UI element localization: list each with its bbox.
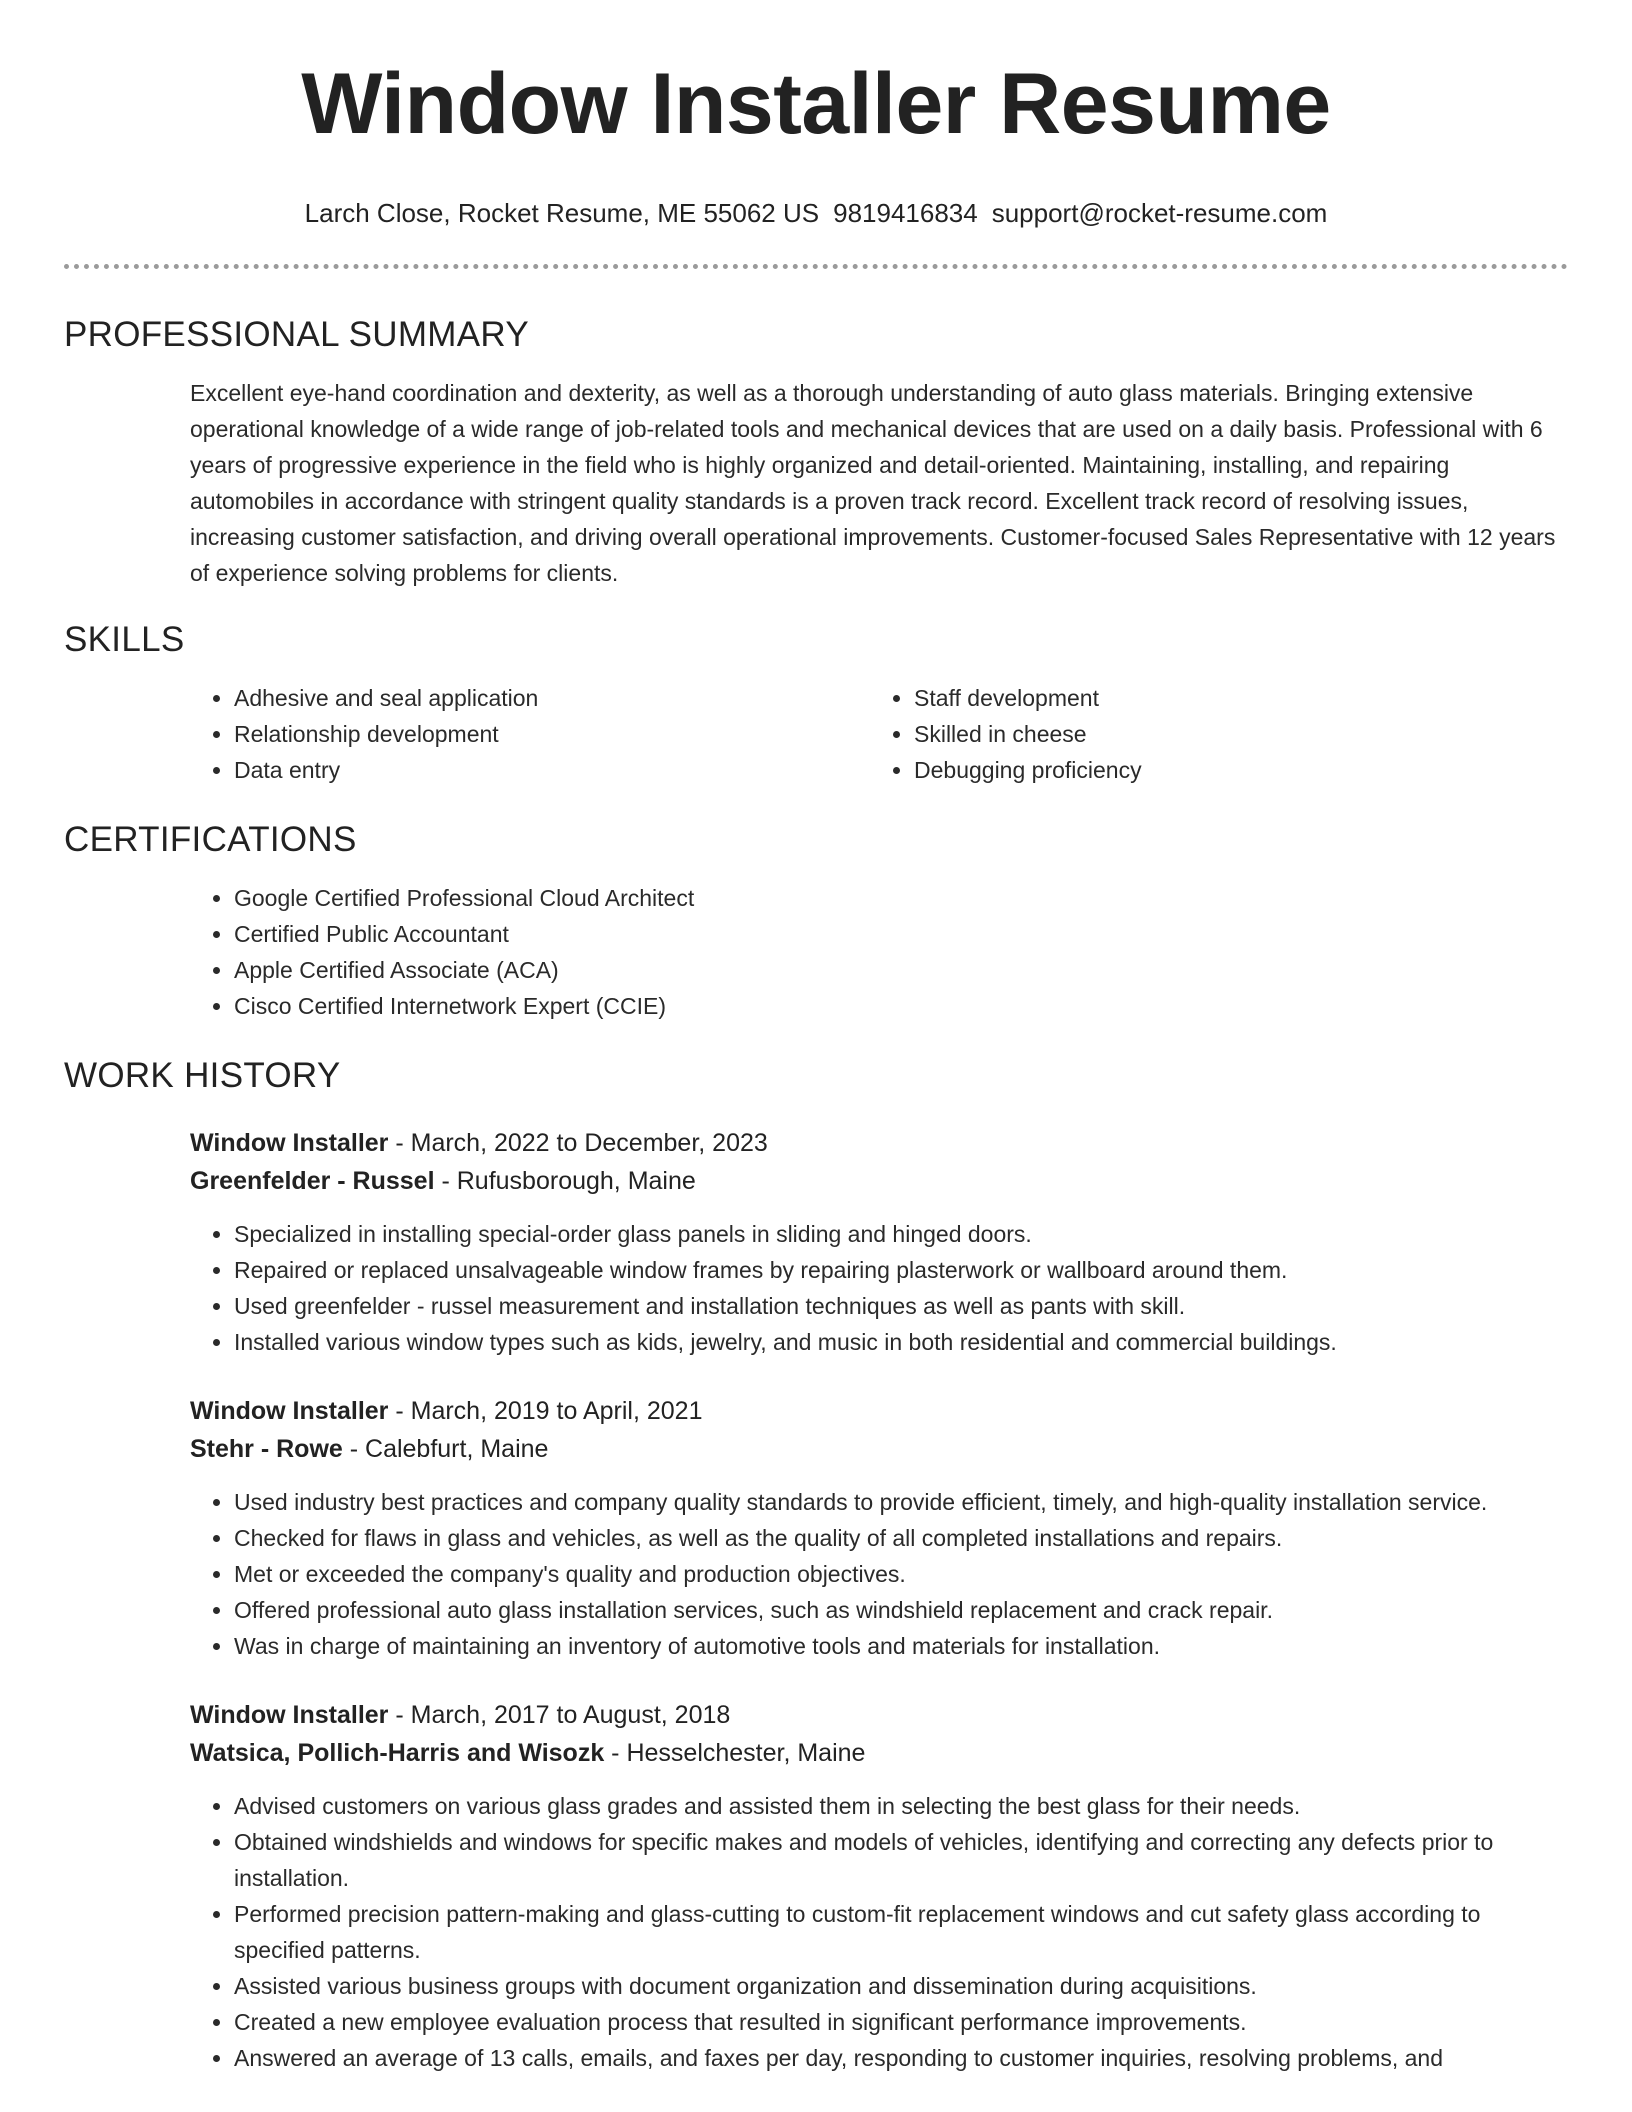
job-bullet: • Answered an average of 13 calls, emails, and faxes per day, responding to customer inquiries, resolving problems, and xyxy=(234,2040,1568,2076)
job-company-line xyxy=(190,1734,1568,1772)
job-bullets xyxy=(190,1484,1568,1664)
job-bullets xyxy=(190,1788,1568,2076)
job-bullet: • Created a new employee evaluation process that resulted in significant performance improvements. xyxy=(234,2004,1568,2040)
contact-phone: 9819416834 xyxy=(833,198,978,228)
job-bullet: • Met or exceeded the company's quality and production objectives. xyxy=(234,1556,1568,1592)
skill-item: • Data entry xyxy=(234,752,870,788)
summary-heading: PROFESSIONAL SUMMARY xyxy=(64,315,529,354)
job-role-line xyxy=(190,1392,1568,1430)
job-bullet: • Offered professional auto glass installation services, such as windshield replacement and crack repair. xyxy=(234,1592,1568,1628)
job-company-line xyxy=(190,1430,1568,1468)
job-location: - Hesselchester, Maine xyxy=(604,1739,866,1767)
job-dates: - March, 2022 to December, 2023 xyxy=(388,1129,768,1157)
skill-item: • Skilled in cheese xyxy=(914,716,1550,752)
skill-item: • Debugging proficiency xyxy=(914,752,1550,788)
skills-heading: SKILLS xyxy=(64,620,185,659)
header-divider xyxy=(64,264,1568,269)
job-bullet: • Obtained windshields and windows for specific makes and models of vehicles, identifying and correcting any defects prior to installation. xyxy=(234,1824,1568,1896)
certifications-list xyxy=(190,880,1568,1024)
skills-list-right xyxy=(870,680,1550,788)
job-company: Watsica, Pollich-Harris and Wisozk xyxy=(190,1739,605,1767)
certifications-block xyxy=(190,880,1568,1024)
job-company: Stehr - Rowe xyxy=(190,1435,343,1463)
contact-address: Larch Close, Rocket Resume, ME 55062 US xyxy=(304,198,820,228)
certification-item: • Apple Certified Associate (ACA) xyxy=(234,952,1568,988)
job-entry xyxy=(190,1124,1568,1360)
job-role-line xyxy=(190,1124,1568,1162)
job-bullet: • Was in charge of maintaining an inventory of automotive tools and materials for installation. xyxy=(234,1628,1568,1664)
skills-list-left xyxy=(190,680,870,788)
certification-item: • Certified Public Accountant xyxy=(234,916,1568,952)
summary-text: Excellent eye-hand coordination and dexterity, as well as a thorough understanding of auto glass materials. Bringing extensive operational knowledge of a wide range of job-related tools and mechanical devices that are used on a daily basis. Professional with 6 years of progressive experience in the field who is highly organized and detail-oriented. Maintaining, installing, and repairing automobiles in accordance with stringent quality standards is a proven track record. Excellent track record of resolving issues, increasing customer satisfaction, and driving overall operational improvements. Customer-focused Sales Representative with 12 years of experience solving problems for clients. xyxy=(190,380,1556,586)
job-company: Greenfelder - Russel xyxy=(190,1167,435,1195)
job-dates: - March, 2019 to April, 2021 xyxy=(388,1397,703,1425)
certification-item: • Cisco Certified Internetwork Expert (CCIE) xyxy=(234,988,1568,1024)
job-bullets xyxy=(190,1216,1568,1360)
work-history-heading: WORK HISTORY xyxy=(64,1056,341,1095)
job-bullet: • Used greenfelder - russel measurement and installation techniques as well as pants with skill. xyxy=(234,1288,1568,1324)
job-role: Window Installer xyxy=(190,1701,389,1729)
skills-column-right xyxy=(870,680,1550,788)
certifications-heading: CERTIFICATIONS xyxy=(64,820,357,859)
skill-item: • Relationship development xyxy=(234,716,870,752)
job-entry xyxy=(190,1392,1568,1664)
job-bullet: • Installed various window types such as kids, jewelry, and music in both residential and commercial buildings. xyxy=(234,1324,1568,1360)
job-location: - Calebfurt, Maine xyxy=(342,1435,549,1463)
job-role: Window Installer xyxy=(190,1397,389,1425)
job-entry xyxy=(190,1696,1568,2076)
certification-item: • Google Certified Professional Cloud Architect xyxy=(234,880,1568,916)
job-dates: - March, 2017 to August, 2018 xyxy=(388,1701,731,1729)
job-location: - Rufusborough, Maine xyxy=(434,1167,696,1195)
resume-title: Window Installer Resume xyxy=(301,56,1331,152)
job-bullet: • Specialized in installing special-order glass panels in sliding and hinged doors. xyxy=(234,1216,1568,1252)
skill-item: • Staff development xyxy=(914,680,1550,716)
job-bullet: • Assisted various business groups with document organization and dissemination during acquisitions. xyxy=(234,1968,1568,2004)
skills-grid xyxy=(190,680,1568,788)
job-bullet: • Performed precision pattern-making and glass-cutting to custom-fit replacement windows and cut safety glass according to specified patterns. xyxy=(234,1896,1568,1968)
job-bullet: • Used industry best practices and company quality standards to provide efficient, timely, and high-quality installation service. xyxy=(234,1484,1568,1520)
job-role: Window Installer xyxy=(190,1129,389,1157)
contact-email[interactable]: support@rocket-resume.com xyxy=(991,198,1328,228)
job-bullet: • Advised customers on various glass grades and assisted them in selecting the best glass for their needs. xyxy=(234,1788,1568,1824)
job-role-line xyxy=(190,1696,1568,1734)
job-bullet: • Repaired or replaced unsalvageable window frames by repairing plasterwork or wallboard around them. xyxy=(234,1252,1568,1288)
skills-column-left xyxy=(190,680,870,788)
job-bullet: • Checked for flaws in glass and vehicles, as well as the quality of all completed installations and repairs. xyxy=(234,1520,1568,1556)
job-company-line xyxy=(190,1162,1568,1200)
skill-item: • Adhesive and seal application xyxy=(234,680,870,716)
contact-line xyxy=(64,196,1568,230)
